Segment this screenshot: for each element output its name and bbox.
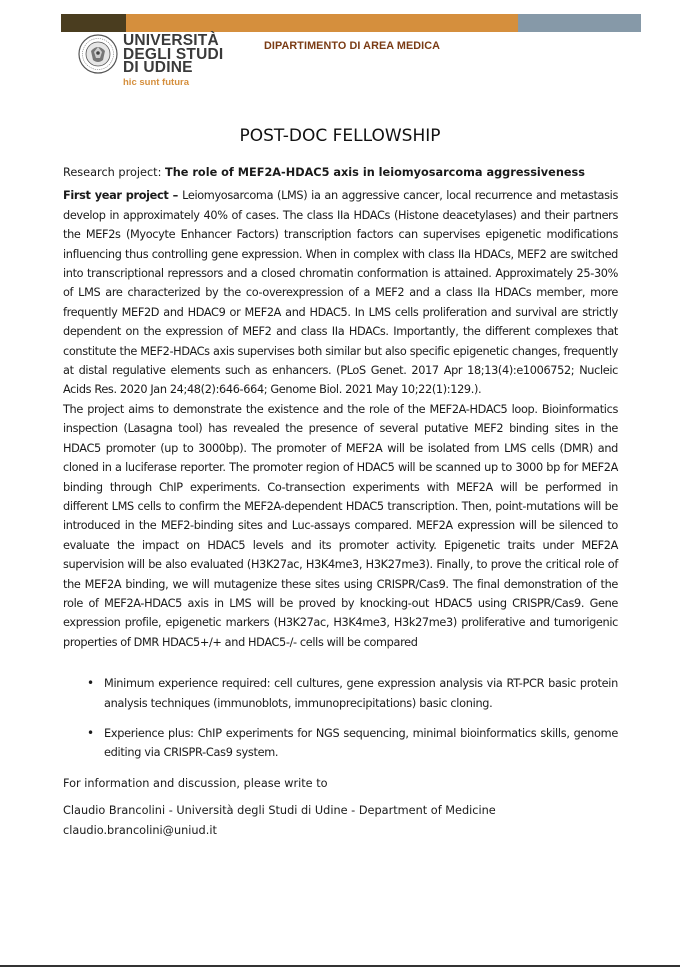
bullet-icon: • (87, 676, 94, 691)
first-year-paragraph (63, 186, 618, 399)
project-paragraph: The project aims to demonstrate the existence and the role of the MEF2A-HDAC5 loop. Bioinformatics inspection (Lasagna tool) has revealed the presence of several putative MEF2 binding sites in the HDAC5 promoter (up to 3000bp). The promoter of MEF2A will be isolated from LMS cells (DMR) and cloned in a luciferase reporter. The promoter region of HDAC5 will be scanned up to 3000 bp for MEF2A binding through ChIP experiments. Co-transection experiments with MEF2A will be performed in different LMS cells to confirm the MEF2A-dependent HDAC5 transcription. Then, point-mutations will be introduced in the MEF2-binding sites and Luc-assays compared. MEF2A expression will be silenced to evaluate the impact on HDAC5 levels and its promoter activity. Epigenetic traits under MEF2A supervision will be also evaluated (H3K27ac, H3K4me3, H3K27me3). Finally, to prove the critical role of the MEF2A binding, we will mutagenize these sites using CRISPR/Cas9. The final demonstration of the role of MEF2A-HDAC5 axis in LMS will be proved by knocking-out HDAC5 using CRISPR/Cas9. Gene expression profile, epigenetic markers (H3K27ac, H3K4me3, H3k27me3) proliferative and tumorigenic properties of DMR HDAC5+/+ and HDAC5-/- cells will be compared (63, 402, 618, 649)
first-year-text: Leiomyosarcoma (LMS) ia an aggressive cancer, local recurrence and metastasis develop in approximately 40% of cases. The class IIa HDACs (Histone deacetylases) and their partners the MEF2s (Myocyte Enhancer Factors) transcription factors can supervises epigenetic modifications influencing thus controlling gene expression. When in complex with class IIa HDACs, MEF2 are switched into transcriptional repressors and a closed chromatin conformation is attained. Approximately 25-30% of LMS are characterized by the co-overexpression of a MEF2 and a class IIa HDACs member, more frequently MEF2D and HDAC9 or MEF2A and HDAC5. In LMS cells proliferation and survival are strictly dependent on the expression of MEF2 and class IIa HDACs. Importantly, the different complexes that constitute the MEF2-HDACs axis supervises both similar but also specific epigenetic changes, frequently at distal regulative elements such as enhancers. (PLoS Genet. 2017 Apr 18;13(4):e1006752; Nucleic Acids Res. 2020 Jan 24;48(2):646-664; Genome Biol. 2021 May 10;22(1):129.). (63, 189, 618, 397)
page-title: POST-DOC FELLOWSHIP (239, 126, 441, 146)
list-item (63, 674, 618, 713)
university-name-line-3: DI UDINE (123, 59, 193, 76)
university-logo (78, 34, 223, 87)
header-bar-dark (61, 14, 126, 32)
requirements-list (63, 674, 618, 763)
bullet-text: Experience plus: ChIP experiments for NGS sequencing, minimal bioinformatics skills, genome editing via CRISPR-Cas9 system. (104, 726, 618, 760)
first-year-label: First year project – (63, 189, 183, 203)
header-color-bars (61, 14, 641, 32)
contact-name: Claudio Brancolini - Università degli Studi di Udine - Department of Medicine (63, 804, 496, 818)
document-body (63, 163, 618, 840)
header-bar-grey (518, 14, 641, 32)
header-bar-orange (126, 14, 518, 32)
contact-email[interactable]: claudio.brancolini@uniud.it (63, 823, 217, 837)
research-project-title: The role of MEF2A-HDAC5 axis in leiomyosarcoma aggressiveness (165, 166, 585, 179)
list-item (63, 724, 618, 763)
research-project-label: Research project: (63, 166, 166, 179)
contact-intro: For information and discussion, please write to (63, 776, 328, 790)
university-seal-icon (78, 34, 118, 74)
bullet-icon: • (87, 725, 94, 740)
university-name-line-1: UNIVERSITÀ (123, 32, 219, 49)
department-name: DIPARTIMENTO DI AREA MEDICA (264, 40, 441, 52)
university-name-line-2: DEGLI STUDI (123, 45, 224, 63)
research-project-line (63, 163, 618, 182)
university-motto: hic sunt futura (123, 76, 189, 88)
bullet-text: Minimum experience required: cell cultures, gene expression analysis via RT-PCR basic protein analysis techniques (immunoblots, immunoprecipitations) basic cloning. (104, 677, 618, 710)
